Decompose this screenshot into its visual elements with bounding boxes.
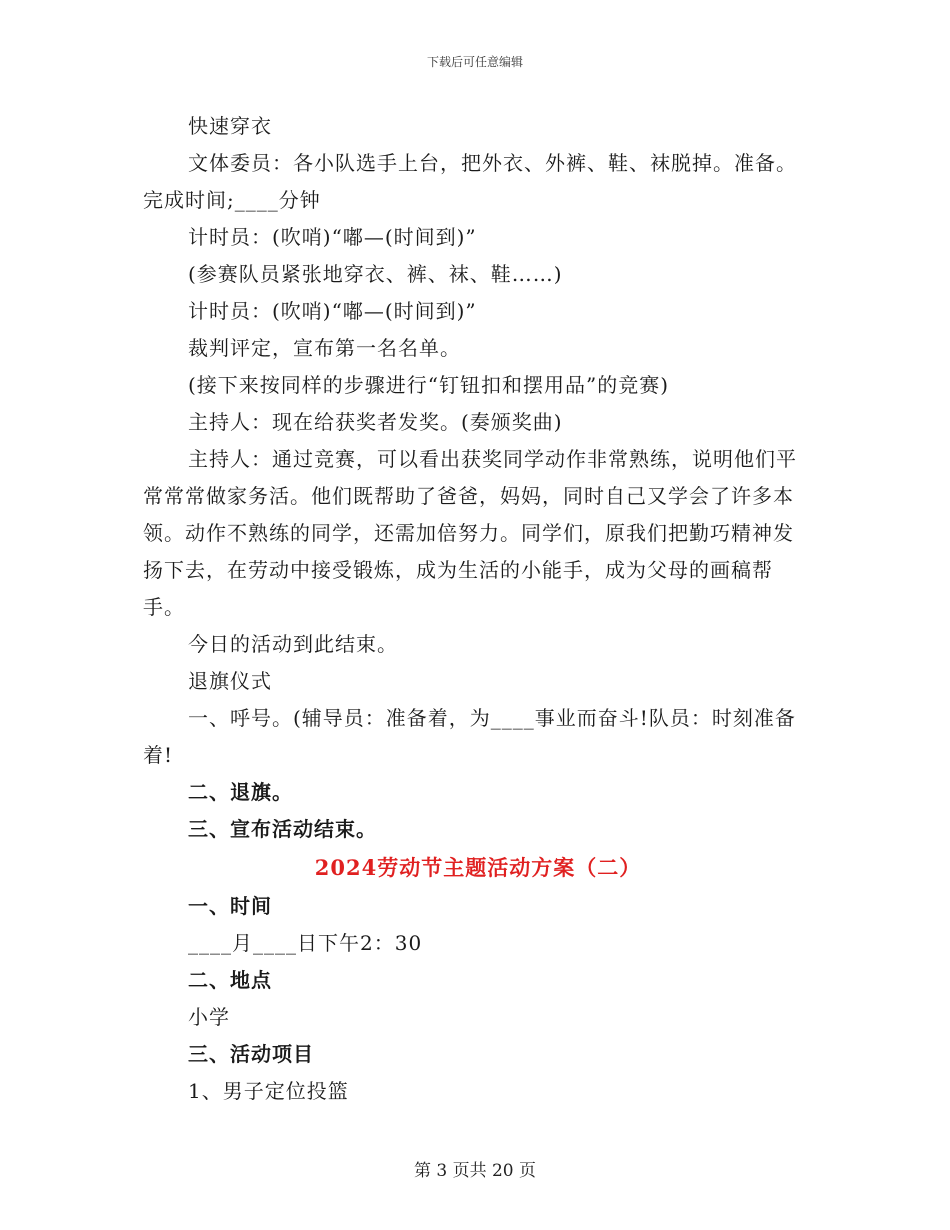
paragraph: 计时员：(吹哨)“嘟—(时间到)” [188, 225, 477, 249]
paragraph: 二、地点 [188, 968, 272, 992]
paragraph: 文体委员：各小队选手上台，把外衣、外裤、鞋、袜脱掉。准备。完成时间;____分钟 [143, 151, 797, 212]
paragraph: 快速穿衣 [188, 114, 272, 138]
body-part-1 [143, 108, 813, 848]
paragraph: 退旗仪式 [188, 669, 272, 693]
paragraph: 三、宣布活动结束。 [188, 817, 377, 841]
page-header: 下载后可任意编辑 [426, 55, 523, 69]
body-part-2 [143, 888, 813, 1110]
paragraph: 二、退旗。 [188, 780, 293, 804]
page-footer: 第 3 页共 20 页 [413, 1161, 537, 1181]
paragraph: 一、时间 [188, 894, 272, 918]
paragraph: 裁判评定，宣布第一名名单。 [188, 336, 461, 360]
paragraph: (接下来按同样的步骤进行“钉钮扣和摆用品”的竞赛) [188, 373, 670, 397]
paragraph: 今日的活动到此结束。 [188, 632, 398, 656]
paragraph: ____月____日下午2：30 [188, 931, 423, 955]
paragraph: 1、男子定位投篮 [188, 1079, 349, 1103]
paragraph: 主持人：通过竞赛，可以看出获奖同学动作非常熟练，说明他们平常常常做家务活。他们既帮助了爸爸，妈妈，同时自己又学会了许多本领。动作不熟练的同学，还需加倍努力。同学们，原我们把勤巧精神发扬下去，在劳动中接受锻炼，成为生活的小能手，成为父母的画稿帮手。 [143, 447, 797, 619]
paragraph: 小学 [188, 1005, 230, 1029]
section-title: 2024劳动节主题活动方案（二） [314, 855, 642, 880]
document-body [143, 108, 813, 1110]
paragraph: (参赛队员紧张地穿衣、裤、袜、鞋……) [188, 262, 563, 286]
paragraph: 主持人：现在给获奖者发奖。(奏颁奖曲) [188, 410, 563, 434]
paragraph: 计时员：(吹哨)“嘟—(时间到)” [188, 299, 477, 323]
paragraph: 一、呼号。(辅导员：准备着，为____事业而奋斗!队员：时刻准备着! [143, 706, 796, 767]
paragraph: 三、活动项目 [188, 1042, 314, 1066]
